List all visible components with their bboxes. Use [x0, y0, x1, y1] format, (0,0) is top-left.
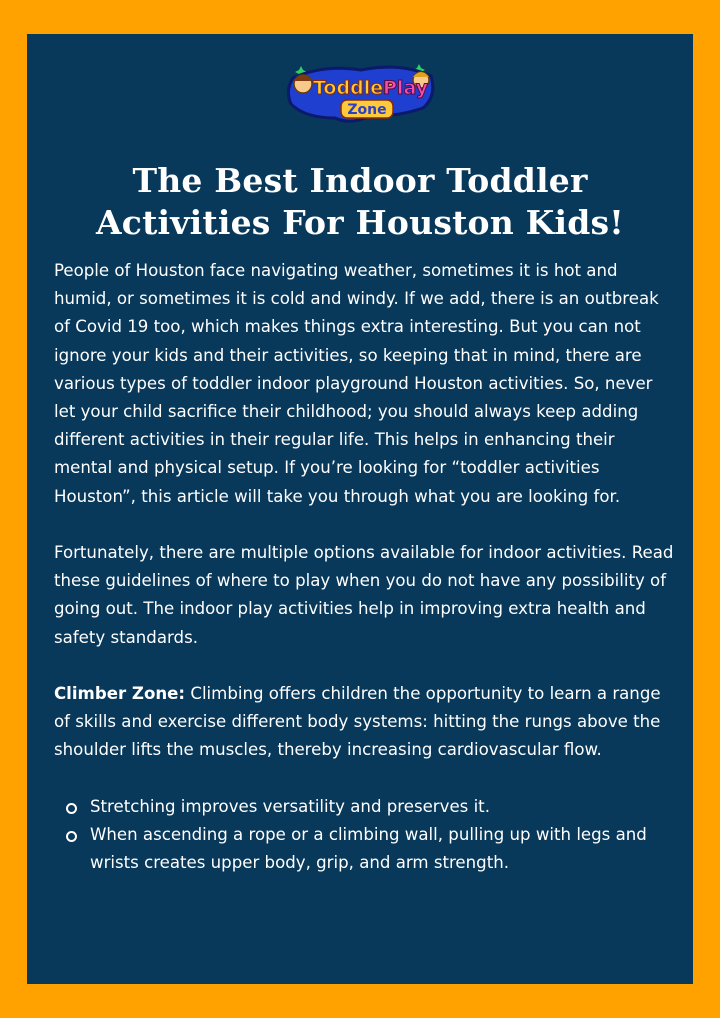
- toddler-play-zone-logo: [283, 56, 439, 128]
- bullet-icon: [66, 831, 77, 842]
- page-title: [27, 160, 693, 244]
- content-panel: [27, 34, 693, 984]
- logo-word-play: Play: [383, 77, 429, 99]
- climber-zone-text: Climbing offers children the opportunity to learn a range of skills and exercise different body systems: hitting the rungs above the shoulder lifts the muscles, thereby increasing cardiovascular flow.: [54, 684, 661, 760]
- climber-zone-heading: Climber Zone:: [54, 684, 186, 704]
- logo-word-zone: Zone: [347, 102, 387, 118]
- options-paragraph: Fortunately, there are multiple options available for indoor activities. Read these guidelines of where to play when you do not have any possibility of going out. The indoor play activities help in improving extra health and safety standards.: [54, 543, 674, 647]
- logo-word-toddler: Toddler: [313, 77, 393, 99]
- benefits-list: [54, 793, 674, 878]
- list-item: [90, 793, 674, 821]
- intro-paragraph: People of Houston face navigating weather, sometimes it is hot and humid, or sometimes it is cold and windy. If we add, there is an outbreak of Covid 19 too, which makes things extra interesting. But you can not ignore your kids and their activities, so keeping that in mind, there are various types of toddler indoor playground Houston activities. So, never let your child sacrifice their childhood; you should always keep adding different activities in their regular life. This helps in enhancing their mental and physical setup. If you’re looking for “toddler activities Houston”, this article will take you through what you are looking for.: [54, 261, 659, 506]
- list-item-text: When ascending a rope or a climbing wall, pulling up with legs and wrists creates upper body, grip, and arm strength.: [90, 825, 647, 873]
- title-line-2: Activities For Houston Kids!: [96, 203, 624, 243]
- bullet-icon: [66, 803, 77, 814]
- title-line-1: The Best Indoor Toddler: [132, 161, 588, 201]
- list-item: [90, 821, 674, 877]
- climber-zone-paragraph: [54, 680, 674, 765]
- list-item-text: Stretching improves versatility and preserves it.: [90, 796, 490, 816]
- article-body: [54, 257, 674, 877]
